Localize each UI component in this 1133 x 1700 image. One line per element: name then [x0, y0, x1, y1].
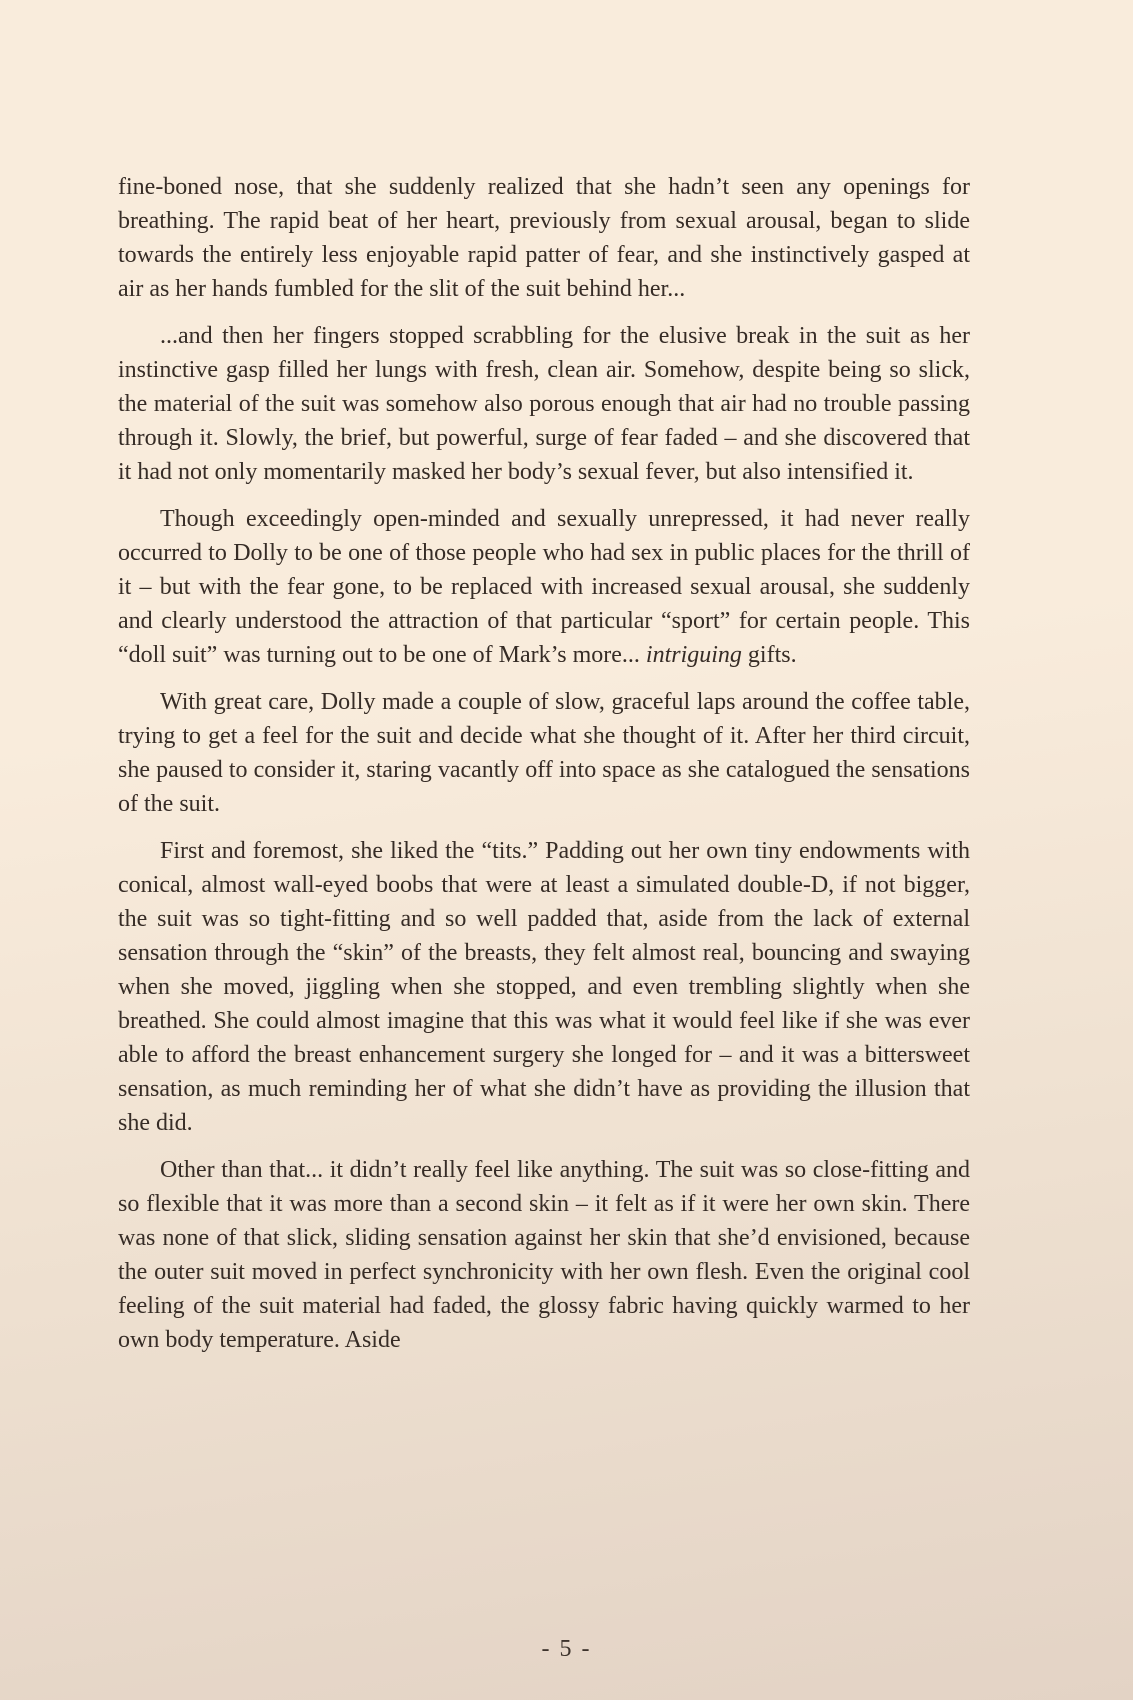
- paragraph: [118, 502, 970, 672]
- italic-text-run: intriguing: [645, 642, 742, 668]
- text-run: ...and then her fingers stopped scrabbling for the elusive break in the suit as her instinctive gasp filled her lungs with fresh, clean air. Somehow, despite being so slick, the material of the suit was somehow also porous enough that air had no trouble passing through it. Slowly, the brief, but powerful, surge of fear faded – and she discovered that it had not only momentarily masked her body’s sexual fever, but also intensified it.: [118, 323, 970, 485]
- page-number: - 5 -: [541, 1636, 592, 1662]
- text-run: gifts.: [741, 642, 797, 668]
- text-run: Other than that... it didn’t really feel like anything. The suit was so close-fitting and so flexible that it was more than a second skin – it felt as if it were her own skin. There was none of that slick, sliding sensation against her skin that she’d envisioned, because the outer suit moved in perfect synchronicity with her own flesh. Even the original cool feeling of the suit material had faded, the glossy fabric having quickly warmed to her own body temperature. Aside: [118, 1157, 970, 1353]
- text-run: First and foremost, she liked the “tits.” Padding out her own tiny endowments with conical, almost wall-eyed boobs that were at least a simulated double-D, if not bigger, the suit was so tight-fitting and so well padded that, aside from the lack of external sensation through the “skin” of the breasts, they felt almost real, bouncing and swaying when she moved, jiggling when she stopped, and even trembling slightly when she breathed. She could almost imagine that this was what it would feel like if she was ever able to afford the breast enhancement surgery she longed for – and it was a bittersweet sensation, as much reminding her of what she didn’t have as providing the illusion that she did.: [118, 838, 970, 1136]
- paragraph: [118, 1153, 970, 1357]
- text-run: fine-boned nose, that she suddenly realized that she hadn’t seen any openings for breathing. The rapid beat of her heart, previously from sexual arousal, began to slide towards the entirely less enjoyable rapid patter of fear, and she instinctively gasped at air as her hands fumbled for the slit of the suit behind her...: [118, 174, 970, 302]
- paragraph: [118, 685, 970, 821]
- text-run: Though exceedingly open-minded and sexually unrepressed, it had never really occurred to Dolly to be one of those people who had sex in public places for the thrill of it – but with the fear gone, to be replaced with increased sexual arousal, she suddenly and clearly understood the attraction of that particular “sport” for certain people. This “doll suit” was turning out to be one of Mark’s more...: [118, 506, 970, 668]
- paragraph: [118, 319, 970, 489]
- paragraph: [118, 170, 970, 306]
- paragraph: [118, 834, 970, 1140]
- text-run: With great care, Dolly made a couple of slow, graceful laps around the coffee table, trying to get a feel for the suit and decide what she thought of it. After her third circuit, she paused to consider it, staring vacantly off into space as she catalogued the sensations of the suit.: [118, 689, 970, 817]
- page-text-block: [118, 170, 970, 1370]
